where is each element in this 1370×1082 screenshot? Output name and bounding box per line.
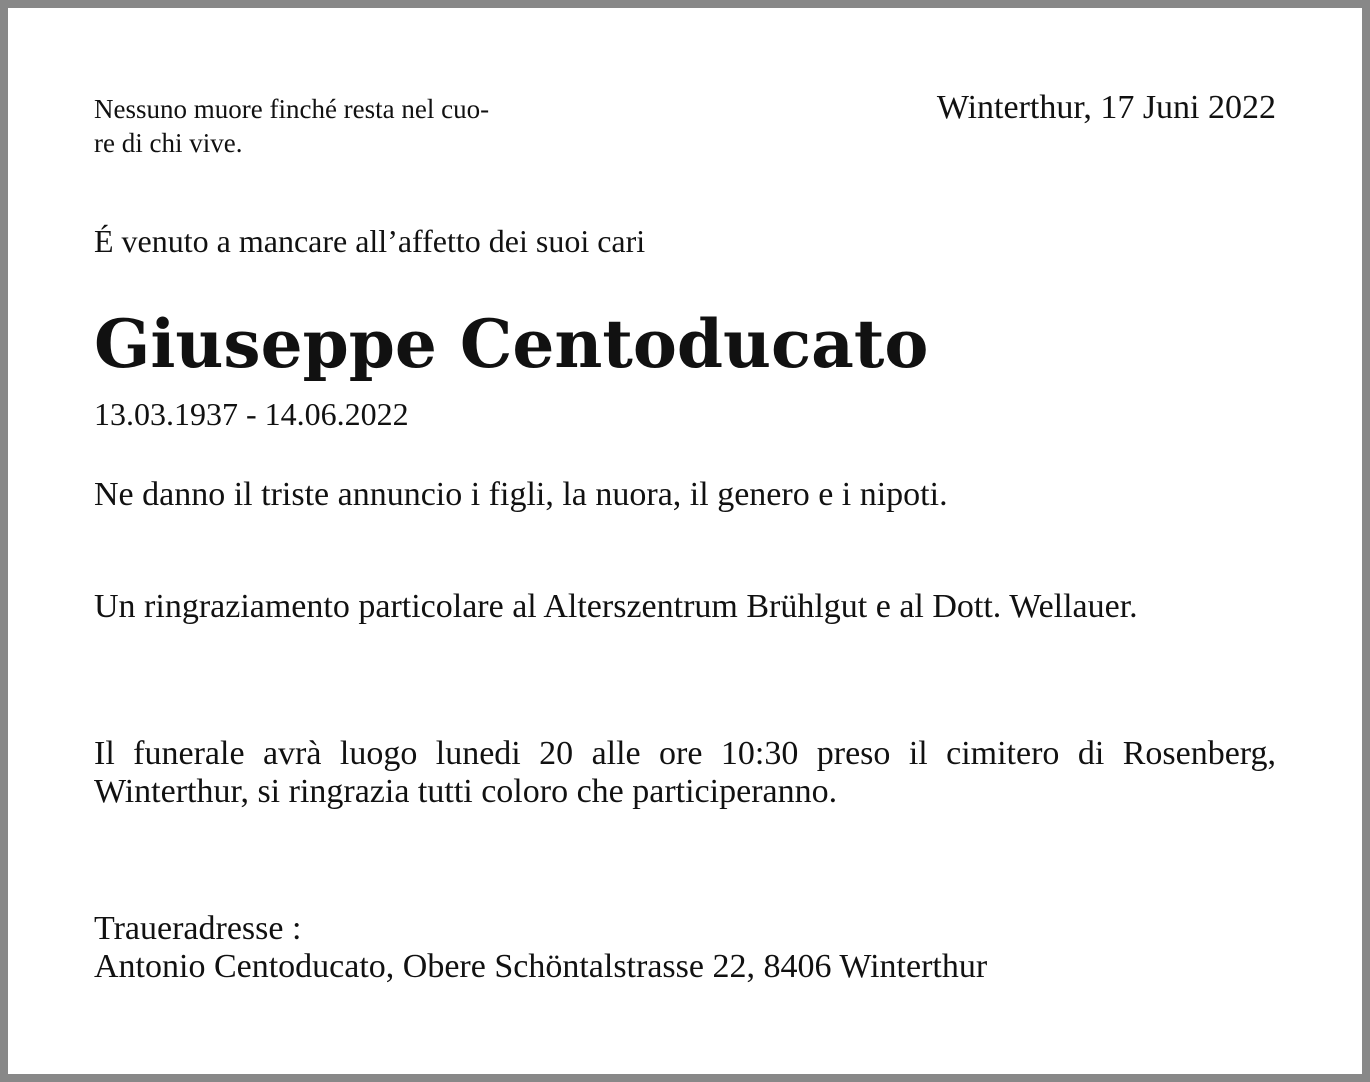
thanks-paragraph: Un ringraziamento particolare al Alterszentrum Brühlgut e al Dott. Wellauer. — [94, 588, 1138, 625]
quote — [94, 92, 654, 160]
quote-line-2: re di chi vive. — [94, 128, 243, 158]
address-label: Traueradresse : — [94, 910, 302, 947]
address-value: Antonio Centoducato, Obere Schöntalstrasse 22, 8406 Winterthur — [94, 948, 988, 985]
mourning-address — [94, 910, 987, 986]
announcement-paragraph: Ne danno il triste annuncio i figli, la nuora, il genero e i nipoti. — [94, 476, 948, 513]
place-date: Winterthur, 17 Juni 2022 — [936, 89, 1276, 126]
obituary-page — [8, 8, 1362, 1074]
quote-line-1: Nessuno muore finché resta nel cuo- — [94, 94, 490, 124]
funeral-paragraph: Il funerale avrà luogo lunedi 20 alle ore 10:30 preso il cimitero di Rosenberg, Winterthur, si ringrazia tutti coloro che participeranno. — [94, 735, 1276, 810]
intro-text: É venuto a mancare all’affetto dei suoi cari — [94, 223, 646, 259]
deceased-name: Giuseppe Centoducato — [94, 305, 929, 383]
lifespan-dates: 13.03.1937 - 14.06.2022 — [94, 396, 409, 432]
